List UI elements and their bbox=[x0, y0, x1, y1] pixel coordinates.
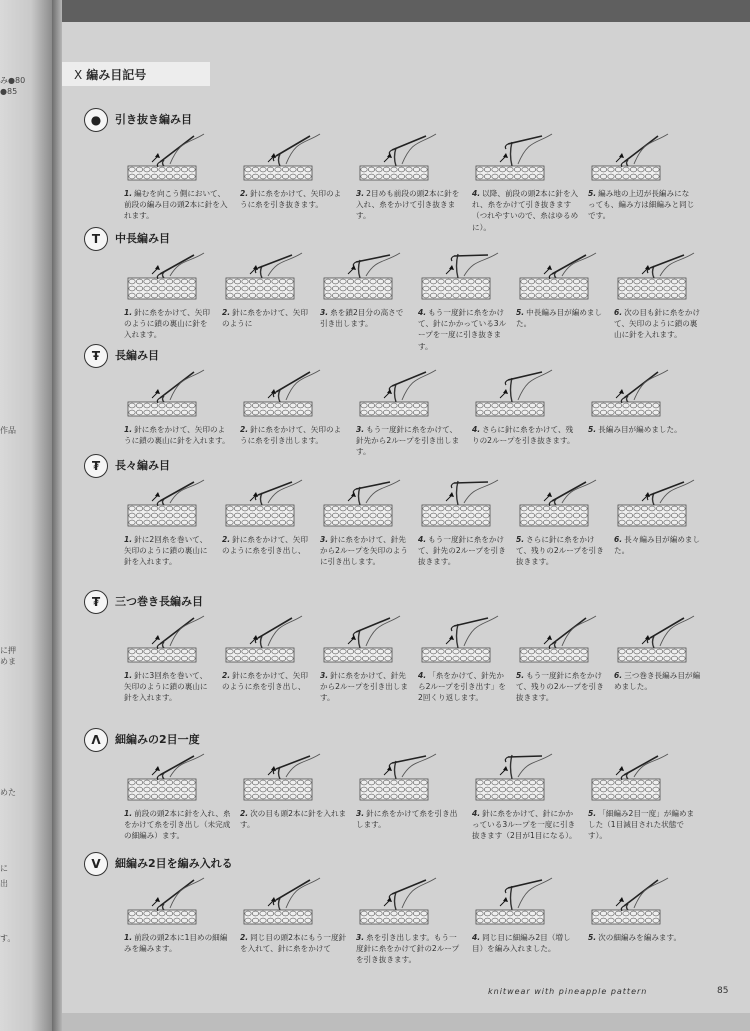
step-number: 5. bbox=[588, 933, 597, 942]
left-fragment: 出 bbox=[0, 879, 8, 888]
step bbox=[588, 130, 696, 222]
step-caption bbox=[516, 670, 606, 704]
step-text: もう一度針に糸をかけて、針にかかっている3ループを一度に引き抜きます。 bbox=[418, 308, 507, 351]
step bbox=[124, 750, 232, 842]
step-illustration bbox=[614, 249, 704, 303]
step-text: 編み地の上辺が長編みになっても、編み方は細編みと同じです。 bbox=[588, 189, 695, 221]
section-title: 長編み目 bbox=[115, 349, 159, 362]
step-number: 3. bbox=[320, 308, 329, 317]
step-illustration bbox=[124, 130, 232, 184]
step-illustration bbox=[240, 130, 348, 184]
book-gutter bbox=[52, 0, 62, 1031]
step-caption bbox=[418, 307, 508, 352]
step-text: 以降、前段の頭2本に針を入れ、糸をかけて引き抜きます（つれやすいので、糸はゆるめに）。 bbox=[472, 189, 579, 232]
step-number: 1. bbox=[124, 189, 133, 198]
step bbox=[240, 130, 348, 210]
step-number: 1. bbox=[124, 671, 133, 680]
step-caption bbox=[418, 534, 508, 568]
step-text: 糸を引き出します。もう一度針に糸をかけて針の2ループを引き抜きます。 bbox=[356, 933, 460, 965]
step-illustration bbox=[516, 612, 606, 666]
step-caption bbox=[124, 808, 232, 842]
step-number: 4. bbox=[472, 425, 481, 434]
stitch-symbol-icon: Λ bbox=[84, 728, 108, 752]
step-illustration bbox=[356, 874, 464, 928]
step-number: 1. bbox=[124, 425, 133, 434]
step-text: 同じ目に細編み2目（増し目）を編み入れました。 bbox=[472, 933, 571, 954]
step-number: 1. bbox=[124, 308, 133, 317]
step bbox=[124, 874, 232, 954]
step bbox=[240, 874, 348, 954]
step-text: 針に糸をかけて、矢印のように糸を引き抜きます。 bbox=[240, 189, 342, 210]
step-number: 1. bbox=[124, 933, 133, 942]
step-number: 4. bbox=[418, 535, 427, 544]
step-number: 4. bbox=[472, 189, 481, 198]
step-illustration bbox=[356, 130, 464, 184]
step-illustration bbox=[124, 476, 214, 530]
left-fragment: に bbox=[0, 864, 8, 873]
step-text: もう一度針に糸をかけて、残りの2ループを引き抜きます。 bbox=[516, 671, 604, 703]
step-caption bbox=[516, 307, 606, 329]
step bbox=[124, 612, 214, 704]
step-text: 糸を鎖2目分の高さで引き出します。 bbox=[320, 308, 404, 329]
step-number: 3. bbox=[356, 189, 365, 198]
step bbox=[356, 366, 464, 458]
step bbox=[222, 612, 312, 692]
step-caption bbox=[124, 424, 232, 446]
footer-title: knitwear with pineapple pattern bbox=[488, 987, 648, 996]
step-text: 針に糸をかけて糸を引き出します。 bbox=[356, 809, 458, 830]
stitch-symbol-icon: ₮ bbox=[84, 454, 108, 478]
step bbox=[614, 612, 704, 692]
step bbox=[588, 874, 696, 943]
step-caption bbox=[614, 670, 704, 692]
step-illustration bbox=[472, 750, 580, 804]
step-number: 6. bbox=[614, 308, 623, 317]
step-text: さらに針に糸をかけて、残りの2ループを引き抜きます。 bbox=[472, 425, 575, 446]
step-number: 2. bbox=[240, 189, 249, 198]
step-number: 5. bbox=[516, 308, 525, 317]
left-fragment: めた bbox=[0, 788, 16, 797]
step bbox=[320, 612, 410, 704]
step-text: 針に糸をかけて、矢印のように bbox=[222, 308, 308, 329]
step-caption bbox=[516, 534, 606, 568]
right-page bbox=[62, 22, 750, 1031]
step-number: 1. bbox=[124, 535, 133, 544]
step bbox=[614, 249, 704, 341]
step-illustration bbox=[588, 874, 696, 928]
step-text: 針に糸をかけて、矢印のように鎖の裏山に針を入れます。 bbox=[124, 425, 230, 446]
step-illustration bbox=[588, 750, 696, 804]
step bbox=[124, 249, 214, 341]
step-caption bbox=[588, 932, 696, 943]
step-caption bbox=[472, 424, 580, 446]
step-caption bbox=[472, 188, 580, 233]
step bbox=[418, 612, 508, 704]
step bbox=[222, 249, 312, 329]
step-caption bbox=[222, 307, 312, 329]
step-text: 長編み目が編めました。 bbox=[598, 425, 682, 434]
step-number: 2. bbox=[222, 671, 231, 680]
step bbox=[516, 612, 606, 704]
left-page-edge bbox=[0, 0, 52, 1031]
step-text: 針に2回糸を巻いて、矢印のように鎖の裏山に針を入れます。 bbox=[124, 535, 208, 567]
step-number: 3. bbox=[320, 671, 329, 680]
step-caption bbox=[124, 932, 232, 954]
step-illustration bbox=[614, 612, 704, 666]
section-title: 中長編み目 bbox=[115, 232, 170, 245]
step bbox=[472, 750, 580, 842]
step-caption bbox=[222, 534, 312, 556]
left-fragment: めま bbox=[0, 657, 16, 666]
step-text: もう一度針に糸をかけて、針先の2ループを引き抜きます。 bbox=[418, 535, 506, 567]
step-illustration bbox=[320, 612, 410, 666]
step-caption bbox=[588, 424, 696, 435]
step-text: 前段の頭2本に針を入れ、糸をかけて糸を引き出し（未完成の細編み）ます。 bbox=[124, 809, 231, 841]
step-caption bbox=[356, 188, 464, 222]
step-caption bbox=[124, 534, 214, 568]
step-text: 2目めも前段の頭2本に針を入れ、糸をかけて引き抜きます。 bbox=[356, 189, 460, 221]
step-illustration bbox=[320, 249, 410, 303]
step-number: 3. bbox=[356, 933, 365, 942]
step bbox=[356, 874, 464, 966]
step-caption bbox=[240, 188, 348, 210]
step-caption bbox=[356, 808, 464, 830]
step bbox=[356, 750, 464, 830]
step-number: 6. bbox=[614, 535, 623, 544]
step-number: 2. bbox=[240, 933, 249, 942]
step-caption bbox=[124, 670, 214, 704]
step-caption bbox=[124, 307, 214, 341]
step-caption bbox=[124, 188, 232, 222]
stitch-symbol-icon: V bbox=[84, 852, 108, 876]
step-caption bbox=[588, 188, 696, 222]
step-caption bbox=[588, 808, 696, 842]
step bbox=[124, 366, 232, 446]
left-fragment: み●80 bbox=[0, 76, 26, 85]
step-text: 中長編み目が編めました。 bbox=[516, 308, 603, 329]
step-illustration bbox=[222, 612, 312, 666]
step bbox=[588, 366, 696, 435]
step-illustration bbox=[472, 130, 580, 184]
step-caption bbox=[472, 932, 580, 954]
step-illustration bbox=[418, 476, 508, 530]
step-number: 2. bbox=[222, 535, 231, 544]
step-number: 2. bbox=[240, 809, 249, 818]
step-text: 針に糸をかけて、矢印のように糸を引き出します。 bbox=[240, 425, 342, 446]
step bbox=[240, 366, 348, 446]
step-number: 2. bbox=[240, 425, 249, 434]
step-number: 4. bbox=[472, 933, 481, 942]
step-caption bbox=[356, 424, 464, 458]
step-illustration bbox=[516, 249, 606, 303]
step bbox=[472, 366, 580, 446]
step-number: 3. bbox=[356, 809, 365, 818]
step bbox=[614, 476, 704, 556]
step-text: 針に糸をかけて、針先から2ループを引き出します。 bbox=[320, 671, 408, 703]
section-title: 細編み2目を編み入れる bbox=[115, 857, 233, 870]
step-illustration bbox=[222, 249, 312, 303]
step-illustration bbox=[614, 476, 704, 530]
step-text: 同じ目の頭2本にもう一度針を入れて、針に糸をかけて bbox=[240, 933, 347, 954]
step-number: 4. bbox=[472, 809, 481, 818]
step-number: 5. bbox=[516, 671, 525, 680]
step bbox=[320, 249, 410, 329]
step-text: 針に糸をかけて、矢印のように糸を引き出し、 bbox=[222, 535, 308, 556]
step-illustration bbox=[418, 249, 508, 303]
step-illustration bbox=[356, 366, 464, 420]
page-header bbox=[74, 66, 146, 83]
header-title: 編み目記号 bbox=[86, 68, 147, 82]
step-illustration bbox=[124, 249, 214, 303]
step-text: 「細編み2目一度」が編めました（1目減目された状態です）。 bbox=[588, 809, 695, 841]
step bbox=[418, 249, 508, 352]
step-text: 長々編み目が編めました。 bbox=[614, 535, 701, 556]
step-text: 次の目も頭2本に針を入れます。 bbox=[240, 809, 347, 830]
header-mark: X bbox=[74, 68, 83, 82]
page-bottom-edge bbox=[62, 1013, 750, 1031]
step-illustration bbox=[240, 750, 348, 804]
step-caption bbox=[240, 808, 348, 830]
step-number: 5. bbox=[516, 535, 525, 544]
step-number: 5. bbox=[588, 809, 597, 818]
section-title: 三つ巻き長編み目 bbox=[115, 595, 203, 608]
step-number: 5. bbox=[588, 189, 597, 198]
step-number: 6. bbox=[614, 671, 623, 680]
section-title: 引き抜き編み目 bbox=[115, 113, 192, 126]
step-text: さらに針に糸をかけて、残りの2ループを引き抜きます。 bbox=[516, 535, 604, 567]
step bbox=[588, 750, 696, 842]
step-illustration bbox=[588, 366, 696, 420]
step-caption bbox=[472, 808, 580, 842]
step-number: 3. bbox=[356, 425, 365, 434]
step-text: 編むを向こう側において、前段の編み目の頭2本に針を入れます。 bbox=[124, 189, 228, 221]
stitch-symbol-icon: ₮ bbox=[84, 590, 108, 614]
step-text: 針に糸をかけて、針先から2ループを矢印のように引き出します。 bbox=[320, 535, 408, 567]
step-illustration bbox=[320, 476, 410, 530]
step-illustration bbox=[472, 366, 580, 420]
step-number: 3. bbox=[320, 535, 329, 544]
step-number: 4. bbox=[418, 671, 427, 680]
step-number: 4. bbox=[418, 308, 427, 317]
step-number: 5. bbox=[588, 425, 597, 434]
step-caption bbox=[320, 534, 410, 568]
stitch-symbol-icon: Ŧ bbox=[84, 344, 108, 368]
step-text: 次の細編みを編みます。 bbox=[598, 933, 682, 942]
page-number: 85 bbox=[717, 986, 729, 996]
step-illustration bbox=[516, 476, 606, 530]
step bbox=[320, 476, 410, 568]
step-text: 三つ巻き長編み目が編めました。 bbox=[614, 671, 701, 692]
step-illustration bbox=[588, 130, 696, 184]
step-number: 2. bbox=[222, 308, 231, 317]
step-text: 針に糸をかけて、矢印のように糸を引き出し、 bbox=[222, 671, 308, 692]
step-caption bbox=[356, 932, 464, 966]
section-title: 細編みの2目一度 bbox=[115, 733, 200, 746]
step-illustration bbox=[240, 366, 348, 420]
step-number: 1. bbox=[124, 809, 133, 818]
step-caption bbox=[320, 670, 410, 704]
step-text: 次の目も針に糸をかけて、矢印のように鎖の裏山に針を入れます。 bbox=[614, 308, 701, 340]
step bbox=[222, 476, 312, 556]
step-text: 針に糸をかけて、矢印のように鎖の裏山に針を入れます。 bbox=[124, 308, 210, 340]
step-text: 針に糸をかけて、針にかかっている3ループを一度に引き抜きます（2目が1目になる）。 bbox=[472, 809, 577, 841]
section-title: 長々編み目 bbox=[115, 459, 170, 472]
left-fragment: 作品 bbox=[0, 426, 16, 435]
step-illustration bbox=[356, 750, 464, 804]
step bbox=[240, 750, 348, 830]
step bbox=[472, 874, 580, 954]
step bbox=[516, 476, 606, 568]
step-text: 「糸をかけて、針先から2ループを引き出す」を2回くり返します。 bbox=[418, 671, 506, 703]
stitch-symbol-icon: ● bbox=[84, 108, 108, 132]
step bbox=[418, 476, 508, 568]
step-caption bbox=[240, 932, 348, 954]
step-illustration bbox=[222, 476, 312, 530]
stitch-symbol-icon: T bbox=[84, 227, 108, 251]
step-caption bbox=[240, 424, 348, 446]
step-text: もう一度針に糸をかけて、針先から2ループを引き出します。 bbox=[356, 425, 460, 457]
step bbox=[124, 130, 232, 222]
step-caption bbox=[320, 307, 410, 329]
step-text: 前段の頭2本に1目めの細編みを編みます。 bbox=[124, 933, 228, 954]
step bbox=[472, 130, 580, 233]
step-caption bbox=[418, 670, 508, 704]
left-fragment: ●85 bbox=[0, 87, 18, 96]
step-illustration bbox=[472, 874, 580, 928]
step-caption bbox=[614, 534, 704, 556]
step-caption bbox=[614, 307, 704, 341]
step-illustration bbox=[124, 750, 232, 804]
step-illustration bbox=[124, 612, 214, 666]
step bbox=[124, 476, 214, 568]
left-fragment: す。 bbox=[0, 934, 16, 943]
step bbox=[356, 130, 464, 222]
step-caption bbox=[222, 670, 312, 692]
step-illustration bbox=[124, 366, 232, 420]
step-illustration bbox=[124, 874, 232, 928]
step-text: 針に3回糸を巻いて、矢印のように鎖の裏山に針を入れます。 bbox=[124, 671, 208, 703]
step-illustration bbox=[418, 612, 508, 666]
step-illustration bbox=[240, 874, 348, 928]
left-fragment: に押 bbox=[0, 646, 16, 655]
step bbox=[516, 249, 606, 329]
